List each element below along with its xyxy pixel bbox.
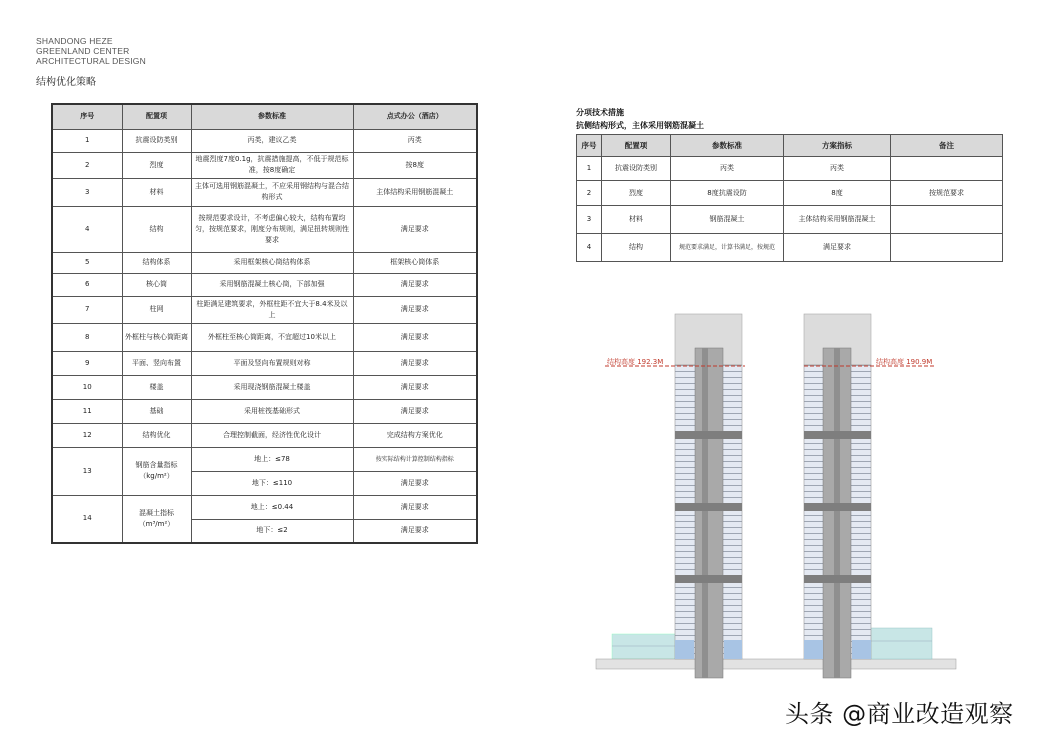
project-name bbox=[36, 36, 146, 66]
project-line-1: SHANDONG HEZE bbox=[36, 36, 113, 46]
cell-value: 主体结构采用钢筋混凝土 bbox=[353, 178, 477, 206]
cell-value: 满足要求 bbox=[353, 351, 477, 375]
cell-no: 1 bbox=[577, 157, 602, 181]
cell-standard: 钢筋混凝土 bbox=[671, 206, 784, 234]
cell-item: 基础 bbox=[122, 399, 191, 423]
cell-value: 丙类 bbox=[784, 157, 891, 181]
table-row bbox=[52, 178, 477, 206]
cell-standard: 规范要求满足，计算书满足，按规范 bbox=[671, 234, 784, 262]
cell-item: 材料 bbox=[122, 178, 191, 206]
table-row bbox=[52, 252, 477, 273]
col-header-item: 配置项 bbox=[602, 135, 671, 157]
table-row bbox=[52, 423, 477, 447]
cell-standard: 地上：≤0.44 bbox=[191, 495, 353, 519]
cell-no: 2 bbox=[52, 152, 122, 178]
cell-note: 按规范要求 bbox=[891, 181, 1003, 206]
cell-standard: 丙类 bbox=[671, 157, 784, 181]
height-label-left: 结构高度 192.3M bbox=[607, 358, 664, 366]
cell-standard: 主体可选用钢筋混凝土，不应采用钢结构与混合结构形式 bbox=[191, 178, 353, 206]
cell-item: 外框柱与核心筒距离 bbox=[122, 323, 191, 351]
cell-no: 3 bbox=[52, 178, 122, 206]
cell-standard: 平面及竖向布置规则对称 bbox=[191, 351, 353, 375]
structure-optimization-table bbox=[51, 103, 478, 544]
cell-standard: 地上：≤78 bbox=[191, 447, 353, 471]
height-label-right: 结构高度 190.9M bbox=[876, 358, 933, 366]
col-header-standard: 参数标准 bbox=[191, 104, 353, 129]
cell-no: 6 bbox=[52, 273, 122, 296]
col-header-value: 方案指标 bbox=[784, 135, 891, 157]
cell-item: 柱网 bbox=[122, 296, 191, 323]
cell-item: 材料 bbox=[602, 206, 671, 234]
cell-value: 满足要求 bbox=[353, 471, 477, 495]
cell-value: 满足要求 bbox=[784, 234, 891, 262]
cell-standard: 采用钢筋混凝土核心筒，下部加强 bbox=[191, 273, 353, 296]
cell-value: 丙类 bbox=[353, 129, 477, 152]
cell-no: 14 bbox=[52, 495, 122, 543]
cell-item: 结构体系 bbox=[122, 252, 191, 273]
cell-no: 11 bbox=[52, 399, 122, 423]
table-row bbox=[52, 206, 477, 252]
cell-no: 13 bbox=[52, 447, 122, 495]
cell-standard: 8度抗震设防 bbox=[671, 181, 784, 206]
table-row bbox=[577, 234, 1003, 262]
cell-value: 满足要求 bbox=[353, 296, 477, 323]
cell-value: 8度 bbox=[784, 181, 891, 206]
table-row bbox=[52, 495, 477, 519]
table-row bbox=[52, 399, 477, 423]
right-table-subtitle: 抗侧结构形式，主体采用钢筋混凝土 bbox=[576, 121, 704, 130]
cell-value: 满足要求 bbox=[353, 206, 477, 252]
page-title: 结构优化策略 bbox=[36, 77, 96, 88]
tower-right bbox=[804, 314, 871, 678]
cell-item: 楼盖 bbox=[122, 375, 191, 399]
cell-note bbox=[891, 206, 1003, 234]
cell-item: 结构 bbox=[602, 234, 671, 262]
cell-standard: 采用现浇钢筋混凝土楼盖 bbox=[191, 375, 353, 399]
table-row bbox=[577, 181, 1003, 206]
technical-measures-table bbox=[576, 134, 1003, 262]
project-line-3: ARCHITECTURAL DESIGN bbox=[36, 56, 146, 66]
right-table-title: 分项技术措施 bbox=[576, 108, 624, 117]
col-header-note: 备注 bbox=[891, 135, 1003, 157]
table-row bbox=[52, 447, 477, 471]
cell-standard: 采用框架核心筒结构体系 bbox=[191, 252, 353, 273]
cell-value: 满足要求 bbox=[353, 399, 477, 423]
cell-no: 2 bbox=[577, 181, 602, 206]
col-header-no: 序号 bbox=[577, 135, 602, 157]
tower-elevation-drawing bbox=[590, 300, 970, 680]
tower-left bbox=[675, 314, 742, 678]
col-header-standard: 参数标准 bbox=[671, 135, 784, 157]
cell-standard: 柱距满足建筑要求，外框柱距不宜大于8.4米及以上 bbox=[191, 296, 353, 323]
cell-no: 1 bbox=[52, 129, 122, 152]
cell-value: 框架核心筒体系 bbox=[353, 252, 477, 273]
cell-standard: 地下：≤110 bbox=[191, 471, 353, 495]
cell-no: 9 bbox=[52, 351, 122, 375]
cell-item: 烈度 bbox=[602, 181, 671, 206]
cell-standard: 采用桩筏基础形式 bbox=[191, 399, 353, 423]
watermark: 头条 @商业改造观察 bbox=[785, 700, 1014, 728]
cell-item: 抗震设防类别 bbox=[602, 157, 671, 181]
col-header-item: 配置项 bbox=[122, 104, 191, 129]
cell-item: 结构优化 bbox=[122, 423, 191, 447]
cell-value: 满足要求 bbox=[353, 495, 477, 519]
cell-value: 满足要求 bbox=[353, 323, 477, 351]
table-row bbox=[52, 296, 477, 323]
cell-standard: 外框柱至核心筒距离，不宜超过10米以上 bbox=[191, 323, 353, 351]
cell-item: 结构 bbox=[122, 206, 191, 252]
cell-value: 满足要求 bbox=[353, 273, 477, 296]
cell-note bbox=[891, 157, 1003, 181]
cell-note bbox=[891, 234, 1003, 262]
table-row bbox=[52, 129, 477, 152]
cell-value: 按8度 bbox=[353, 152, 477, 178]
podium-right bbox=[870, 628, 932, 659]
cell-standard: 丙类，建议乙类 bbox=[191, 129, 353, 152]
cell-standard: 按规范要求设计，不考虑偏心较大，结构布置均匀，按规范要求，刚度分布规则，满足扭转规则性要求 bbox=[191, 206, 353, 252]
cell-no: 12 bbox=[52, 423, 122, 447]
table-row bbox=[52, 152, 477, 178]
table-row bbox=[52, 323, 477, 351]
cell-item: 混凝土指标（m³/m²） bbox=[122, 495, 191, 543]
cell-item: 核心筒 bbox=[122, 273, 191, 296]
cell-value: 按实际结构计算控制结构指标 bbox=[353, 447, 477, 471]
table-row bbox=[52, 273, 477, 296]
cell-no: 3 bbox=[577, 206, 602, 234]
cell-no: 7 bbox=[52, 296, 122, 323]
cell-item: 抗震设防类别 bbox=[122, 129, 191, 152]
cell-no: 10 bbox=[52, 375, 122, 399]
cell-standard: 合理控制截面，经济性优化设计 bbox=[191, 423, 353, 447]
cell-value: 满足要求 bbox=[353, 375, 477, 399]
cell-item: 钢筋含量指标（kg/m²） bbox=[122, 447, 191, 495]
col-header-no: 序号 bbox=[52, 104, 122, 129]
cell-no: 8 bbox=[52, 323, 122, 351]
table-row bbox=[577, 206, 1003, 234]
table-row bbox=[52, 351, 477, 375]
cell-item: 烈度 bbox=[122, 152, 191, 178]
table-row bbox=[52, 375, 477, 399]
cell-no: 5 bbox=[52, 252, 122, 273]
table-row bbox=[577, 157, 1003, 181]
cell-standard: 地震烈度7度0.1g，抗震措施提高，不低于规范标准，按8度确定 bbox=[191, 152, 353, 178]
cell-standard: 地下：≤2 bbox=[191, 519, 353, 543]
cell-value: 满足要求 bbox=[353, 519, 477, 543]
cell-no: 4 bbox=[52, 206, 122, 252]
cell-value: 主体结构采用钢筋混凝土 bbox=[784, 206, 891, 234]
project-line-2: GREENLAND CENTER bbox=[36, 46, 130, 56]
table-header-row bbox=[577, 135, 1003, 157]
col-header-value: 点式办公（酒店） bbox=[353, 104, 477, 129]
cell-no: 4 bbox=[577, 234, 602, 262]
cell-item: 平面、竖向布置 bbox=[122, 351, 191, 375]
table-header-row bbox=[52, 104, 477, 129]
cell-value: 完成结构方案优化 bbox=[353, 423, 477, 447]
